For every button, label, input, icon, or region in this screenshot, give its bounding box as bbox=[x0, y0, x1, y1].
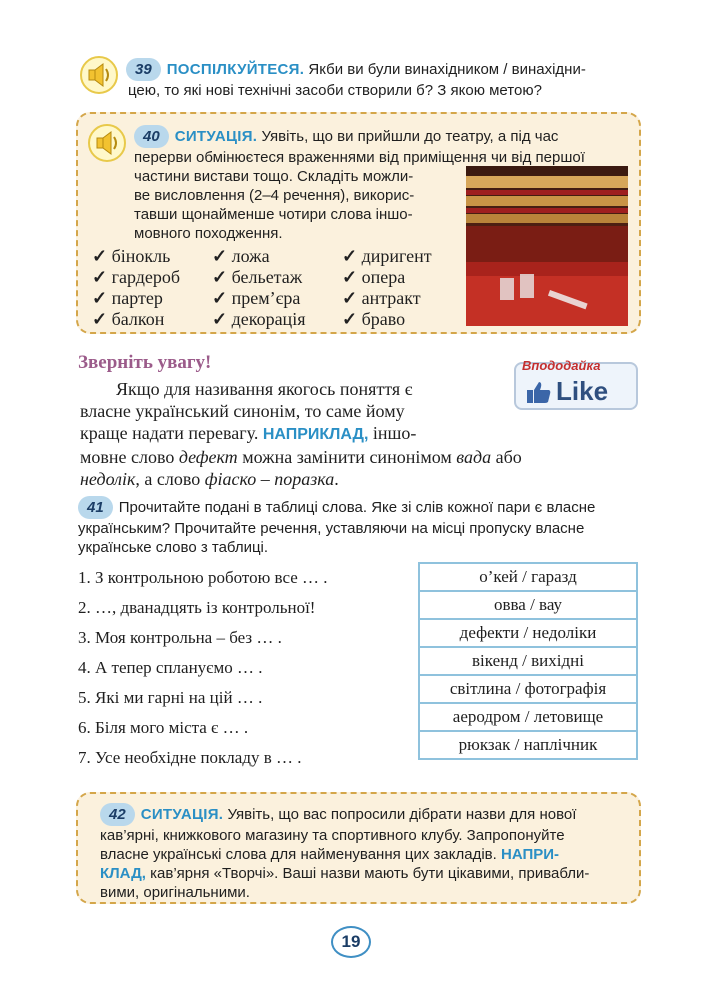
list-item: 1. З контрольною роботою все … . bbox=[78, 568, 328, 587]
badge-caption: Впододайка bbox=[522, 358, 601, 373]
exercise-number: 41 bbox=[78, 496, 113, 519]
exercise-heading: СИТУАЦІЯ. bbox=[140, 806, 224, 823]
exercise-text: мовного походження. bbox=[134, 225, 283, 242]
word-column-3 bbox=[342, 246, 432, 330]
exercise-text: частини вистави тощо. Складіть можли- bbox=[134, 168, 414, 185]
word-column-2 bbox=[212, 246, 305, 330]
exercise-41 bbox=[78, 496, 648, 557]
exercise-text: ве висловлення (2–4 речення), викорис- bbox=[134, 187, 415, 204]
list-item: ✓ балкон bbox=[92, 309, 165, 329]
list-item: ✓ прем’єра bbox=[212, 288, 301, 308]
list-item: 2. …, дванадцять із контрольної! bbox=[78, 598, 316, 617]
exercise-text: цею, то які нові технічні засоби створили б? З якою метою? bbox=[128, 82, 542, 99]
exercise-text: кав’ярні, книжкового магазину та спортивного клубу. Запропонуйте bbox=[100, 827, 565, 844]
exercise-text: Уявіть, що ви прийшли до театру, а під час bbox=[261, 128, 559, 145]
table-cell: о’кей / гаразд bbox=[419, 563, 637, 591]
exercise-number: 40 bbox=[134, 125, 169, 148]
exercise-text: Якби ви були винахідником / винахідни- bbox=[308, 61, 586, 78]
exercise-number: 42 bbox=[100, 803, 135, 826]
list-item: ✓ диригент bbox=[342, 246, 432, 266]
exercise-42: 42 СИТУАЦІЯ. Уявіть, що вас попросили дібрати назви для нової кав’ярні, книжкового магазину та спортивного клубу. Запропонуйте власне українські слова для найменування цих закладів. НАПРИ- КЛАД, кав’ярня «Творчі». Ваші назви мають бути цікавими, привабли- вими, оригінальними. bbox=[100, 803, 630, 902]
list-item: ✓ ложа bbox=[212, 246, 270, 266]
exercise-text: українське слово з таблиці. bbox=[78, 539, 269, 556]
list-item: ✓ опера bbox=[342, 267, 406, 287]
word-pairs-table bbox=[418, 562, 638, 760]
table-cell: вікенд / вихідні bbox=[419, 647, 637, 675]
table-cell: дефекти / недоліки bbox=[419, 619, 637, 647]
list-item: 7. Усе необхідне покладу в … . bbox=[78, 748, 302, 767]
exercise-text: Прочитайте подані в таблиці слова. Яке зі слів кожної пари є власне bbox=[118, 499, 596, 516]
table-cell: овва / вау bbox=[419, 591, 637, 619]
exercise-heading: СИТУАЦІЯ. bbox=[174, 128, 258, 145]
exercise-text: тавши щонайменше чотири слова іншо- bbox=[134, 206, 413, 223]
sentence-list bbox=[78, 563, 328, 773]
table-cell: рюкзак / наплічник bbox=[419, 731, 637, 759]
exercise-text: перерви обмінюєтеся враженнями від приміщення чи від першої bbox=[134, 149, 585, 166]
note-text: Якщо для називання якогось поняття є власне український синонім, то саме йому краще надати перевагу. НАПРИКЛАД, іншо- мовне слово дефект можна замінити синонімом вада або недолік, а слово фіаско – поразка. bbox=[80, 379, 522, 489]
page-number: 19 bbox=[331, 926, 371, 958]
table-cell: світлина / фотографія bbox=[419, 675, 637, 703]
table-cell: аеродром / летовище bbox=[419, 703, 637, 731]
list-item: ✓ гардероб bbox=[92, 267, 181, 287]
note-title: Зверніть увагу! bbox=[78, 352, 212, 373]
word-column-1 bbox=[92, 246, 180, 330]
list-item: ✓ антракт bbox=[342, 288, 421, 308]
list-item: ✓ бінокль bbox=[92, 246, 171, 266]
list-item: 6. Біля мого міста є … . bbox=[78, 718, 249, 737]
exercise-number: 39 bbox=[126, 58, 161, 81]
list-item: ✓ декорація bbox=[212, 309, 306, 329]
list-item: 4. А тепер сплануємо … . bbox=[78, 658, 263, 677]
exercise-39 bbox=[126, 58, 646, 100]
speaker-icon bbox=[80, 56, 118, 94]
list-item: ✓ партер bbox=[92, 288, 163, 308]
speaker-icon bbox=[88, 124, 126, 162]
list-item: ✓ бельетаж bbox=[212, 267, 303, 287]
badge-word: Like bbox=[556, 376, 609, 406]
exercise-heading: ПОСПІЛКУЙТЕСЯ. bbox=[166, 61, 305, 78]
list-item: 5. Які ми гарні на цій … . bbox=[78, 688, 263, 707]
exercise-text: вими, оригінальними. bbox=[100, 884, 250, 901]
list-item: 3. Моя контрольна – без … . bbox=[78, 628, 282, 647]
theater-photo bbox=[466, 166, 628, 326]
list-item: ✓ браво bbox=[342, 309, 406, 329]
exercise-text: українським? Прочитайте речення, уставляючи на місці пропуску власне bbox=[78, 520, 585, 537]
exercise-text: Уявіть, що вас попросили дібрати назви для нової bbox=[227, 806, 577, 823]
